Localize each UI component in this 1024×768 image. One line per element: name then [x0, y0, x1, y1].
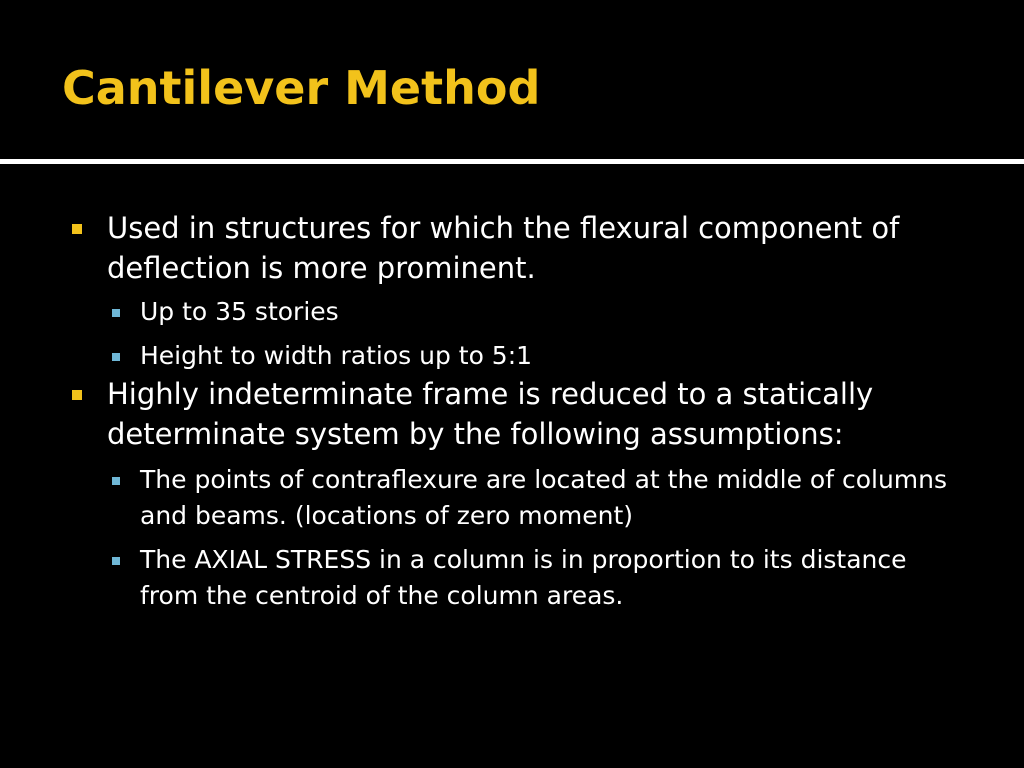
slide-title: Cantilever Method: [62, 61, 541, 115]
square-bullet-icon: [112, 309, 120, 317]
bullet-item: [72, 374, 972, 454]
sub-bullet-item: [107, 338, 972, 374]
square-bullet-icon: [72, 390, 82, 400]
square-bullet-icon: [72, 224, 82, 234]
bullet-item: [72, 208, 972, 288]
sub-bullet-text: Height to width ratios up to 5:1: [140, 341, 533, 370]
sub-bullet-text: The points of contraflexure are located at the middle of columns and beams. (locations of zero moment): [140, 465, 948, 530]
slide-content: [72, 208, 972, 614]
bullet-text: Highly indeterminate frame is reduced to a statically determinate system by the following assumptions:: [107, 377, 874, 451]
sub-bullet-item: [107, 462, 972, 534]
sub-bullet-item: [107, 542, 972, 614]
sub-bullet-text: Up to 35 stories: [140, 297, 339, 326]
sub-bullet-item: [107, 294, 972, 330]
square-bullet-icon: [112, 477, 120, 485]
square-bullet-icon: [112, 557, 120, 565]
sub-bullet-text: The AXIAL STRESS in a column is in proportion to its distance from the centroid of the column areas.: [140, 545, 907, 610]
square-bullet-icon: [112, 353, 120, 361]
bullet-text: Used in structures for which the flexural component of deflection is more prominent.: [107, 211, 900, 285]
title-divider: [0, 159, 1024, 164]
